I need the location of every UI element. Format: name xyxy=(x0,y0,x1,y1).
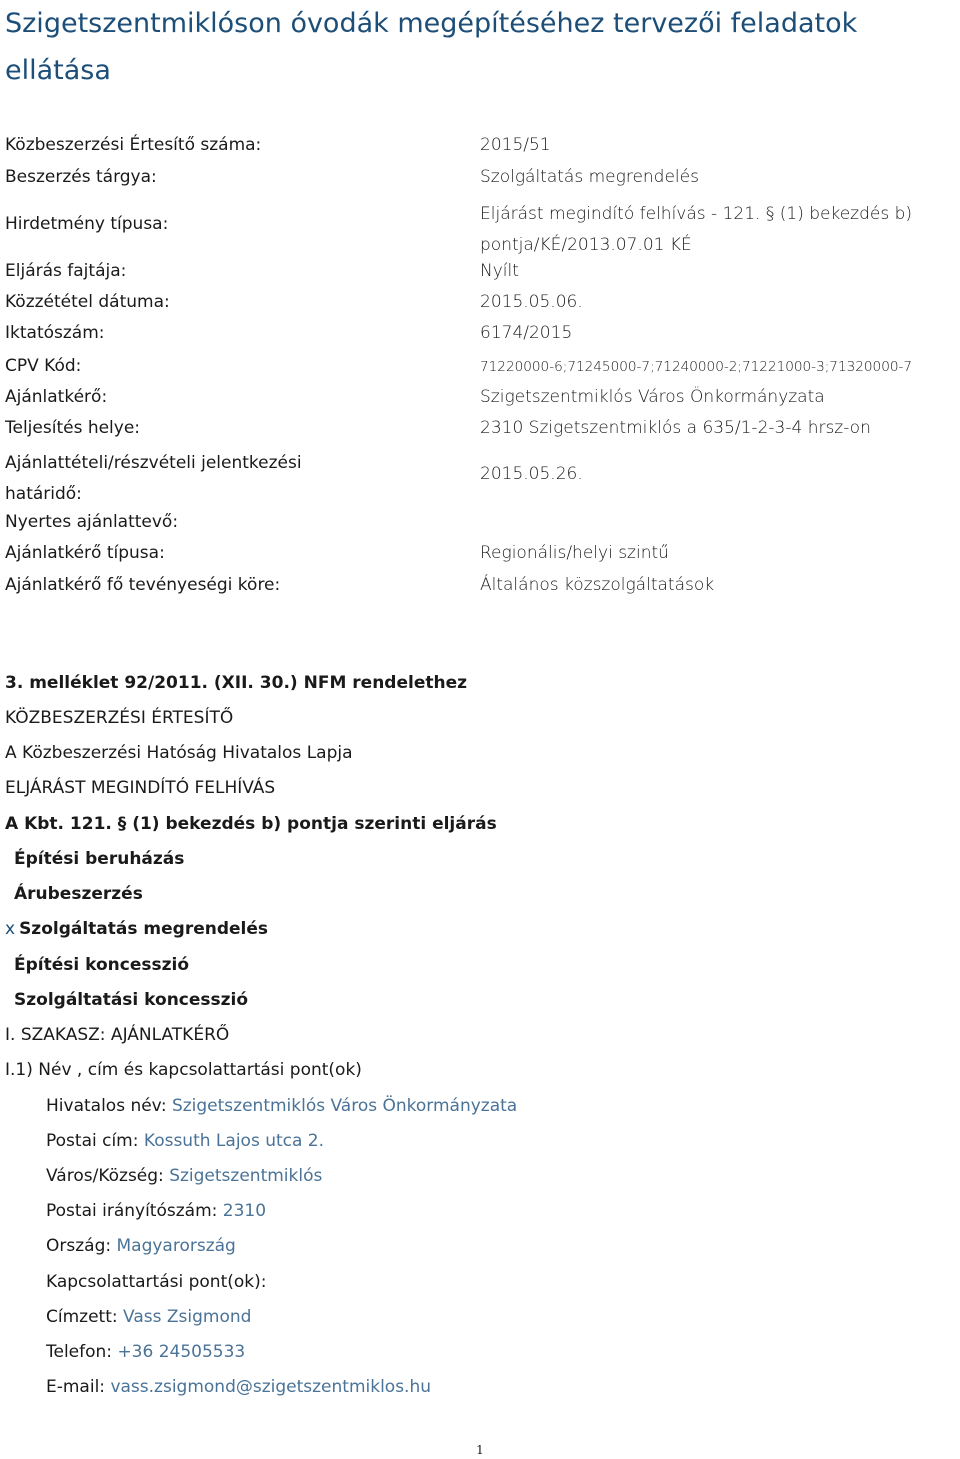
contact-phone: Telefon: +36 24505533 xyxy=(46,1342,246,1362)
meta-label: Iktatószám: xyxy=(5,323,105,343)
section-heading: I. SZAKASZ: AJÁNLATKÉRŐ xyxy=(5,1025,230,1045)
meta-value: Regionális/helyi szintű xyxy=(480,543,669,563)
contact-email: E-mail: vass.zsigmond@szigetszentmiklos.hu xyxy=(46,1377,432,1397)
procurement-type-item xyxy=(10,990,248,1010)
contact-addressee: Címzett: Vass Zsigmond xyxy=(46,1307,252,1327)
meta-value: 2015.05.06. xyxy=(480,292,583,312)
page-title: Szigetszentmiklóson óvodák megépítéséhez tervezői feladatok ellátása xyxy=(5,8,858,86)
meta-label: Közbeszerzési Értesítő száma: xyxy=(5,135,262,155)
procurement-type-label: Árubeszerzés xyxy=(14,884,143,904)
contact-official-name: Hivatalos név: Szigetszentmiklós Város Önkormányzata xyxy=(46,1096,518,1116)
procurement-type-item xyxy=(5,919,268,939)
meta-label: Nyertes ajánlattevő: xyxy=(5,512,179,532)
meta-label: Ajánlatkérő típusa: xyxy=(5,543,165,563)
gazette-title: KÖZBESZERZÉSI ÉRTESÍTŐ xyxy=(5,708,234,728)
meta-value: Eljárást megindító felhívás - 121. § (1) bekezdés b) pontja/KÉ/2013.07.01 KÉ xyxy=(480,204,913,255)
contact-city: Város/Község: Szigetszentmiklós xyxy=(46,1166,323,1186)
annex-line: 3. melléklet 92/2011. (XII. 30.) NFM rendelethez xyxy=(5,673,468,693)
meta-label: Beszerzés tárgya: xyxy=(5,167,157,187)
subsection-heading: I.1) Név , cím és kapcsolattartási pont(ok) xyxy=(5,1060,362,1080)
contact-zip: Postai irányítószám: 2310 xyxy=(46,1201,267,1221)
meta-label: Ajánlattételi/részvételi jelentkezési határidő: xyxy=(5,453,302,504)
email-link[interactable]: vass.zsigmond@szigetszentmiklos.hu xyxy=(110,1377,432,1397)
meta-label: Hirdetmény típusa: xyxy=(5,214,169,234)
meta-value: 2015.05.26. xyxy=(480,464,583,484)
meta-value: 6174/2015 xyxy=(480,323,573,343)
meta-value: Általános közszolgáltatások xyxy=(480,575,715,595)
contact-country: Ország: Magyarország xyxy=(46,1236,236,1256)
procurement-type-label: Szolgáltatás megrendelés xyxy=(19,919,269,939)
procurement-type-item xyxy=(10,884,143,904)
meta-label: Teljesítés helye: xyxy=(5,418,141,438)
procurement-type-label: Építési beruházás xyxy=(14,849,185,869)
meta-label: Ajánlatkérő: xyxy=(5,387,108,407)
checkbox-mark: x xyxy=(5,919,16,939)
procurement-type-item xyxy=(10,955,189,975)
notice-title: ELJÁRÁST MEGINDÍTÓ FELHÍVÁS xyxy=(5,778,276,798)
page-number: 1 xyxy=(476,1443,484,1457)
meta-label: CPV Kód: xyxy=(5,356,82,376)
procurement-type-label: Szolgáltatási koncesszió xyxy=(14,990,249,1010)
procedure-line: A Kbt. 121. § (1) bekezdés b) pontja szerinti eljárás xyxy=(5,814,497,834)
procurement-type-item xyxy=(10,849,184,869)
procurement-type-label: Építési koncesszió xyxy=(14,955,190,975)
contact-points-label: Kapcsolattartási pont(ok): xyxy=(46,1272,267,1292)
meta-value: Szigetszentmiklós Város Önkormányzata xyxy=(480,387,825,407)
meta-value: 2015/51 xyxy=(480,135,551,155)
meta-label: Ajánlatkérő fő tevényeségi köre: xyxy=(5,575,281,595)
gazette-subtitle: A Közbeszerzési Hatóság Hivatalos Lapja xyxy=(5,743,353,763)
meta-label: Közzététel dátuma: xyxy=(5,292,170,312)
meta-value: Nyílt xyxy=(480,261,519,281)
meta-value: 2310 Szigetszentmiklós a 635/1-2-3-4 hrsz-on xyxy=(480,418,871,438)
meta-label: Eljárás fajtája: xyxy=(5,261,127,281)
meta-value-cpv: 71220000-6;71245000-7;71240000-2;71221000-3;71320000-7 xyxy=(480,359,913,375)
meta-value: Szolgáltatás megrendelés xyxy=(480,167,699,187)
contact-address: Postai cím: Kossuth Lajos utca 2. xyxy=(46,1131,325,1151)
